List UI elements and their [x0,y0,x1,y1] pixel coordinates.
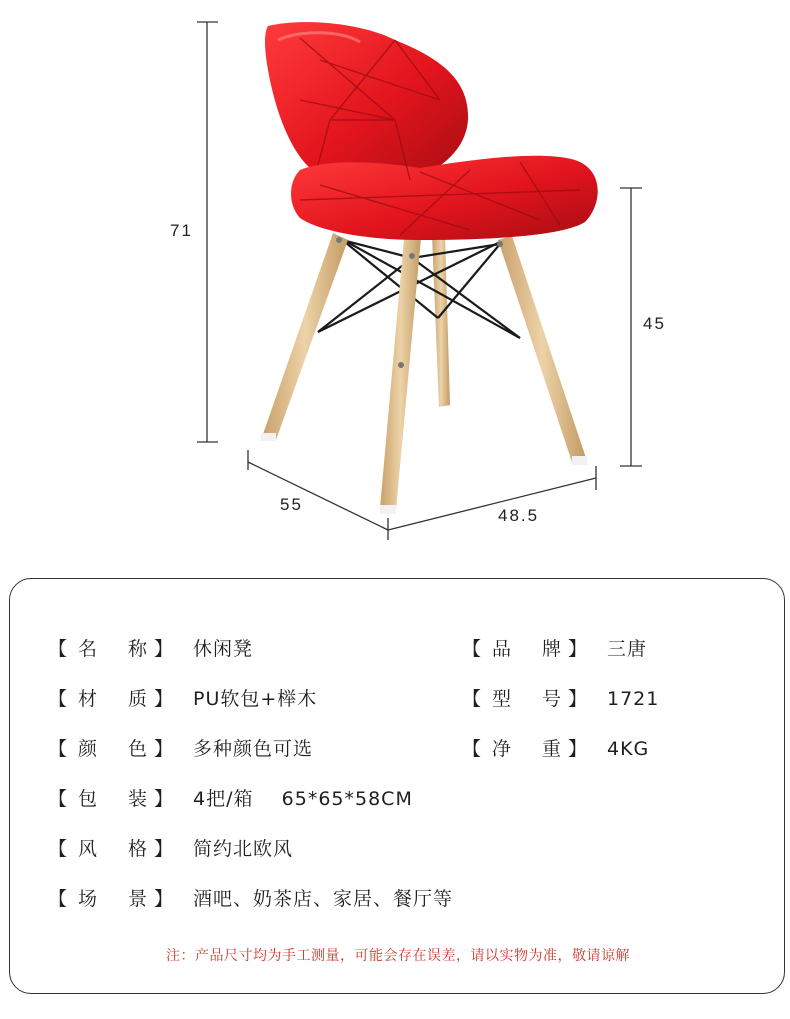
bracket-open: 【 [48,738,68,760]
bracket-open: 【 [462,738,482,760]
spec-label-char: 包 [78,788,98,810]
spec-label [48,784,173,814]
spec-label-char: 格 [128,838,148,860]
bracket-open: 【 [48,688,68,710]
spec-value-material: PU软包+榉木 [193,688,318,710]
bracket-close: 】 [567,688,587,710]
height-label: 71 [170,221,193,240]
spec-label [462,634,587,664]
spec-row-packing [48,784,648,814]
spec-label-char: 名 [78,638,98,660]
spec-value-name: 休闲凳 [193,638,254,660]
bracket-close: 】 [153,738,173,760]
spec-label-char: 质 [128,688,148,710]
spec-label [462,684,587,714]
spec-label-char: 颜 [78,738,98,760]
spec-label-char: 称 [128,638,148,660]
spec-row-model [462,684,762,714]
spec-row-material [48,684,448,714]
depth-dimension [248,450,388,540]
spec-value-brand: 三唐 [607,638,648,660]
spec-label-char: 号 [542,688,562,710]
spec-label-char: 重 [542,738,562,760]
spec-label-char: 场 [78,888,98,910]
spec-label-char: 装 [128,788,148,810]
bracket-open: 【 [48,888,68,910]
spec-label [48,734,173,764]
spec-label-char: 型 [492,688,512,710]
bracket-close: 】 [153,638,173,660]
spec-value-scene: 酒吧、奶茶店、家居、餐厅等 [193,888,454,910]
bracket-close: 】 [567,738,587,760]
width-label: 48.5 [498,506,540,525]
bracket-close: 】 [153,788,173,810]
spec-row-weight [462,734,762,764]
spec-value-style: 简约北欧风 [193,838,294,860]
spec-label-char: 色 [128,738,148,760]
depth-label: 55 [280,495,303,514]
spec-value-packing: 4把/箱 65*65*58CM [193,788,413,810]
spec-value-weight: 4KG [607,738,650,760]
spec-label [48,634,173,664]
height-dimension [170,22,218,442]
spec-label [48,834,173,864]
bracket-close: 】 [153,838,173,860]
bracket-open: 【 [48,788,68,810]
bracket-open: 【 [48,838,68,860]
width-dimension [388,466,596,530]
spec-value-model: 1721 [607,688,660,710]
spec-card [9,578,785,994]
spec-label [462,734,587,764]
disclaimer-note: 注：产品尺寸均为手工测量，可能会存在误差，请以实物为准，敬请谅解 [166,948,630,964]
spec-row-scene [48,884,648,914]
spec-label-char: 净 [492,738,512,760]
spec-row-color [48,734,448,764]
bracket-open: 【 [48,638,68,660]
bracket-close: 】 [567,638,587,660]
spec-label-char: 品 [492,638,512,660]
spec-label-char: 景 [128,888,148,910]
spec-value-color: 多种颜色可选 [193,738,314,760]
spec-label-char: 材 [78,688,98,710]
seat-height-label: 45 [643,314,666,333]
bracket-open: 【 [462,638,482,660]
spec-row-style [48,834,448,864]
spec-label-char: 牌 [542,638,562,660]
bracket-close: 】 [153,888,173,910]
spec-label-char: 风 [78,838,98,860]
spec-row-brand [462,634,762,664]
spec-label [48,684,173,714]
spec-label [48,884,173,914]
chair-illustration [261,22,598,514]
spec-row-name [48,634,448,664]
bracket-open: 【 [462,688,482,710]
seat-height-dimension [620,188,666,466]
bracket-close: 】 [153,688,173,710]
